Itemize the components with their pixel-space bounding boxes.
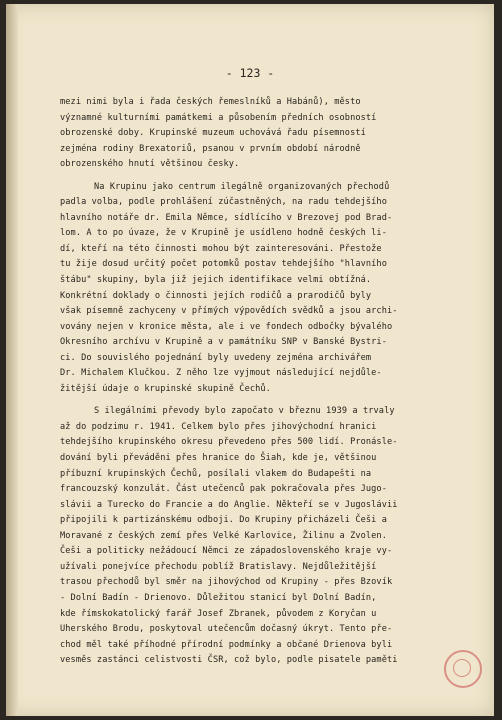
text-line: příbuzní krupinských Čechů, posílali vlakem do Budapešti na — [60, 468, 372, 479]
text-line: francouzský konzulát. Část utečenců pak pokračovala přes Jugo- — [60, 484, 387, 495]
text-line: - Dolní Badín - Drienovo. Důležitou stanicí byl Dolní Badín, — [60, 592, 377, 603]
text-line: Dr. Michalem Klučkou. Z něho lze vyjmout následující nejdůle- — [60, 368, 382, 379]
text-line: až do podzimu r. 1941. Celkem bylo přes jihovýchodní hranici — [60, 421, 377, 432]
text-line: trasou přechodů byl směr na jihovýchod od Krupiny - přes Bzovík — [60, 577, 393, 588]
paragraph — [60, 95, 476, 173]
text-line: dování byli převáděni přes hranice do Šiah, kde je, většinou — [60, 453, 377, 464]
text-line: obrozenské doby. Krupinské muzeum uchovává řadu písemností — [60, 128, 366, 139]
paragraph — [60, 404, 476, 668]
text-line: mezi nimi byla i řada českých řemeslníků a Habánů), město — [60, 97, 361, 107]
page-number: - 123 - — [225, 66, 275, 80]
text-line: hlavního notáře dr. Emila Němce, sídlícího v Brezovej pod Brad- — [60, 212, 393, 223]
text-line: lom. A to po úvaze, že v Krupině je usídleno hodně českých li- — [60, 228, 387, 239]
text-line: připojili k partizánskému odboji. Do Krupiny přicházeli Češi a — [60, 515, 387, 526]
text-line: užívali ponejvíce přechodu poblíž Bratislavy. Nejdůležitější — [60, 561, 377, 572]
text-line: padla volba, podle prohlášení zúčastněných, na radu tehdejšího — [60, 197, 387, 208]
text-line: štábu" skupiny, byla již jejich identifikace velmi obtížná. — [60, 275, 372, 286]
text-line: kde římskokatolický farář Josef Zbranek, původem z Koryčan u — [60, 608, 377, 619]
document-page — [6, 4, 494, 716]
text-line: vovány nejen v kronice města, ale i ve fondech odbočky bývalého — [60, 321, 393, 332]
text-line: slávii a Turecko do Francie a do Anglie. Někteří se v Jugoslávii — [60, 499, 398, 510]
text-line: vesměs zastánci celistvosti ČSR, což bylo, podle pisatele paměti — [60, 655, 398, 666]
text-line: Na Krupinu jako centrum ilegálně organizovaných přechodů — [94, 181, 390, 192]
text-line: zejména rodiny Brexatoriů, psanou v prvním období národně — [60, 143, 361, 154]
text-line: však písemně zachyceny v přímých výpovědích svědků a jsou archi- — [60, 306, 398, 317]
text-line: žitější údaje o krupinské skupině Čechů. — [60, 383, 271, 394]
text-line: významné kulturními památkemi a působením předních osobností — [60, 112, 377, 123]
text-line: S ilegálními převody bylo započato v březnu 1939 a trvaly — [94, 406, 395, 417]
page-binding-edge — [6, 4, 18, 716]
text-line: tehdejšího krupinského okresu převedeno přes 500 lidí. Pronásle- — [60, 437, 398, 448]
text-line: Uherského Brodu, poskytoval utečencům dočasný úkryt. Tento pře- — [60, 624, 393, 635]
document-body — [60, 95, 476, 669]
paragraph-gap — [60, 397, 476, 404]
paragraph — [60, 180, 476, 398]
text-line: Moravané z českých zemí přes Velké Karlovice, Žilinu a Zvolen. — [60, 530, 387, 541]
text-line: Konkrétní doklady o činnosti jejích rodičů a prarodičů byly — [60, 290, 372, 301]
text-line: Okresního archívu v Krupině a v památníku SNP v Banské Bystri- — [60, 337, 387, 348]
text-line: Češi a politicky nežádoucí Němci ze západoslovenského kraje vy- — [60, 546, 393, 557]
paragraph-gap — [60, 173, 476, 180]
text-line: obrozenského hnutí většinou česky. — [60, 159, 240, 170]
library-stamp-icon — [444, 650, 482, 688]
text-line: chod měl také příhodné přírodní podmínky a občané Drienova byli — [60, 639, 393, 650]
text-line: tu žije dosud určitý počet potomků postav tehdejšího "hlavního — [60, 259, 387, 270]
text-line: dí, kteří na této činnosti mohou být zainteresováni. Přestože — [60, 243, 382, 254]
text-line: ci. Do souvislého pojednání byly uvedeny zejména archivářem — [60, 352, 372, 363]
